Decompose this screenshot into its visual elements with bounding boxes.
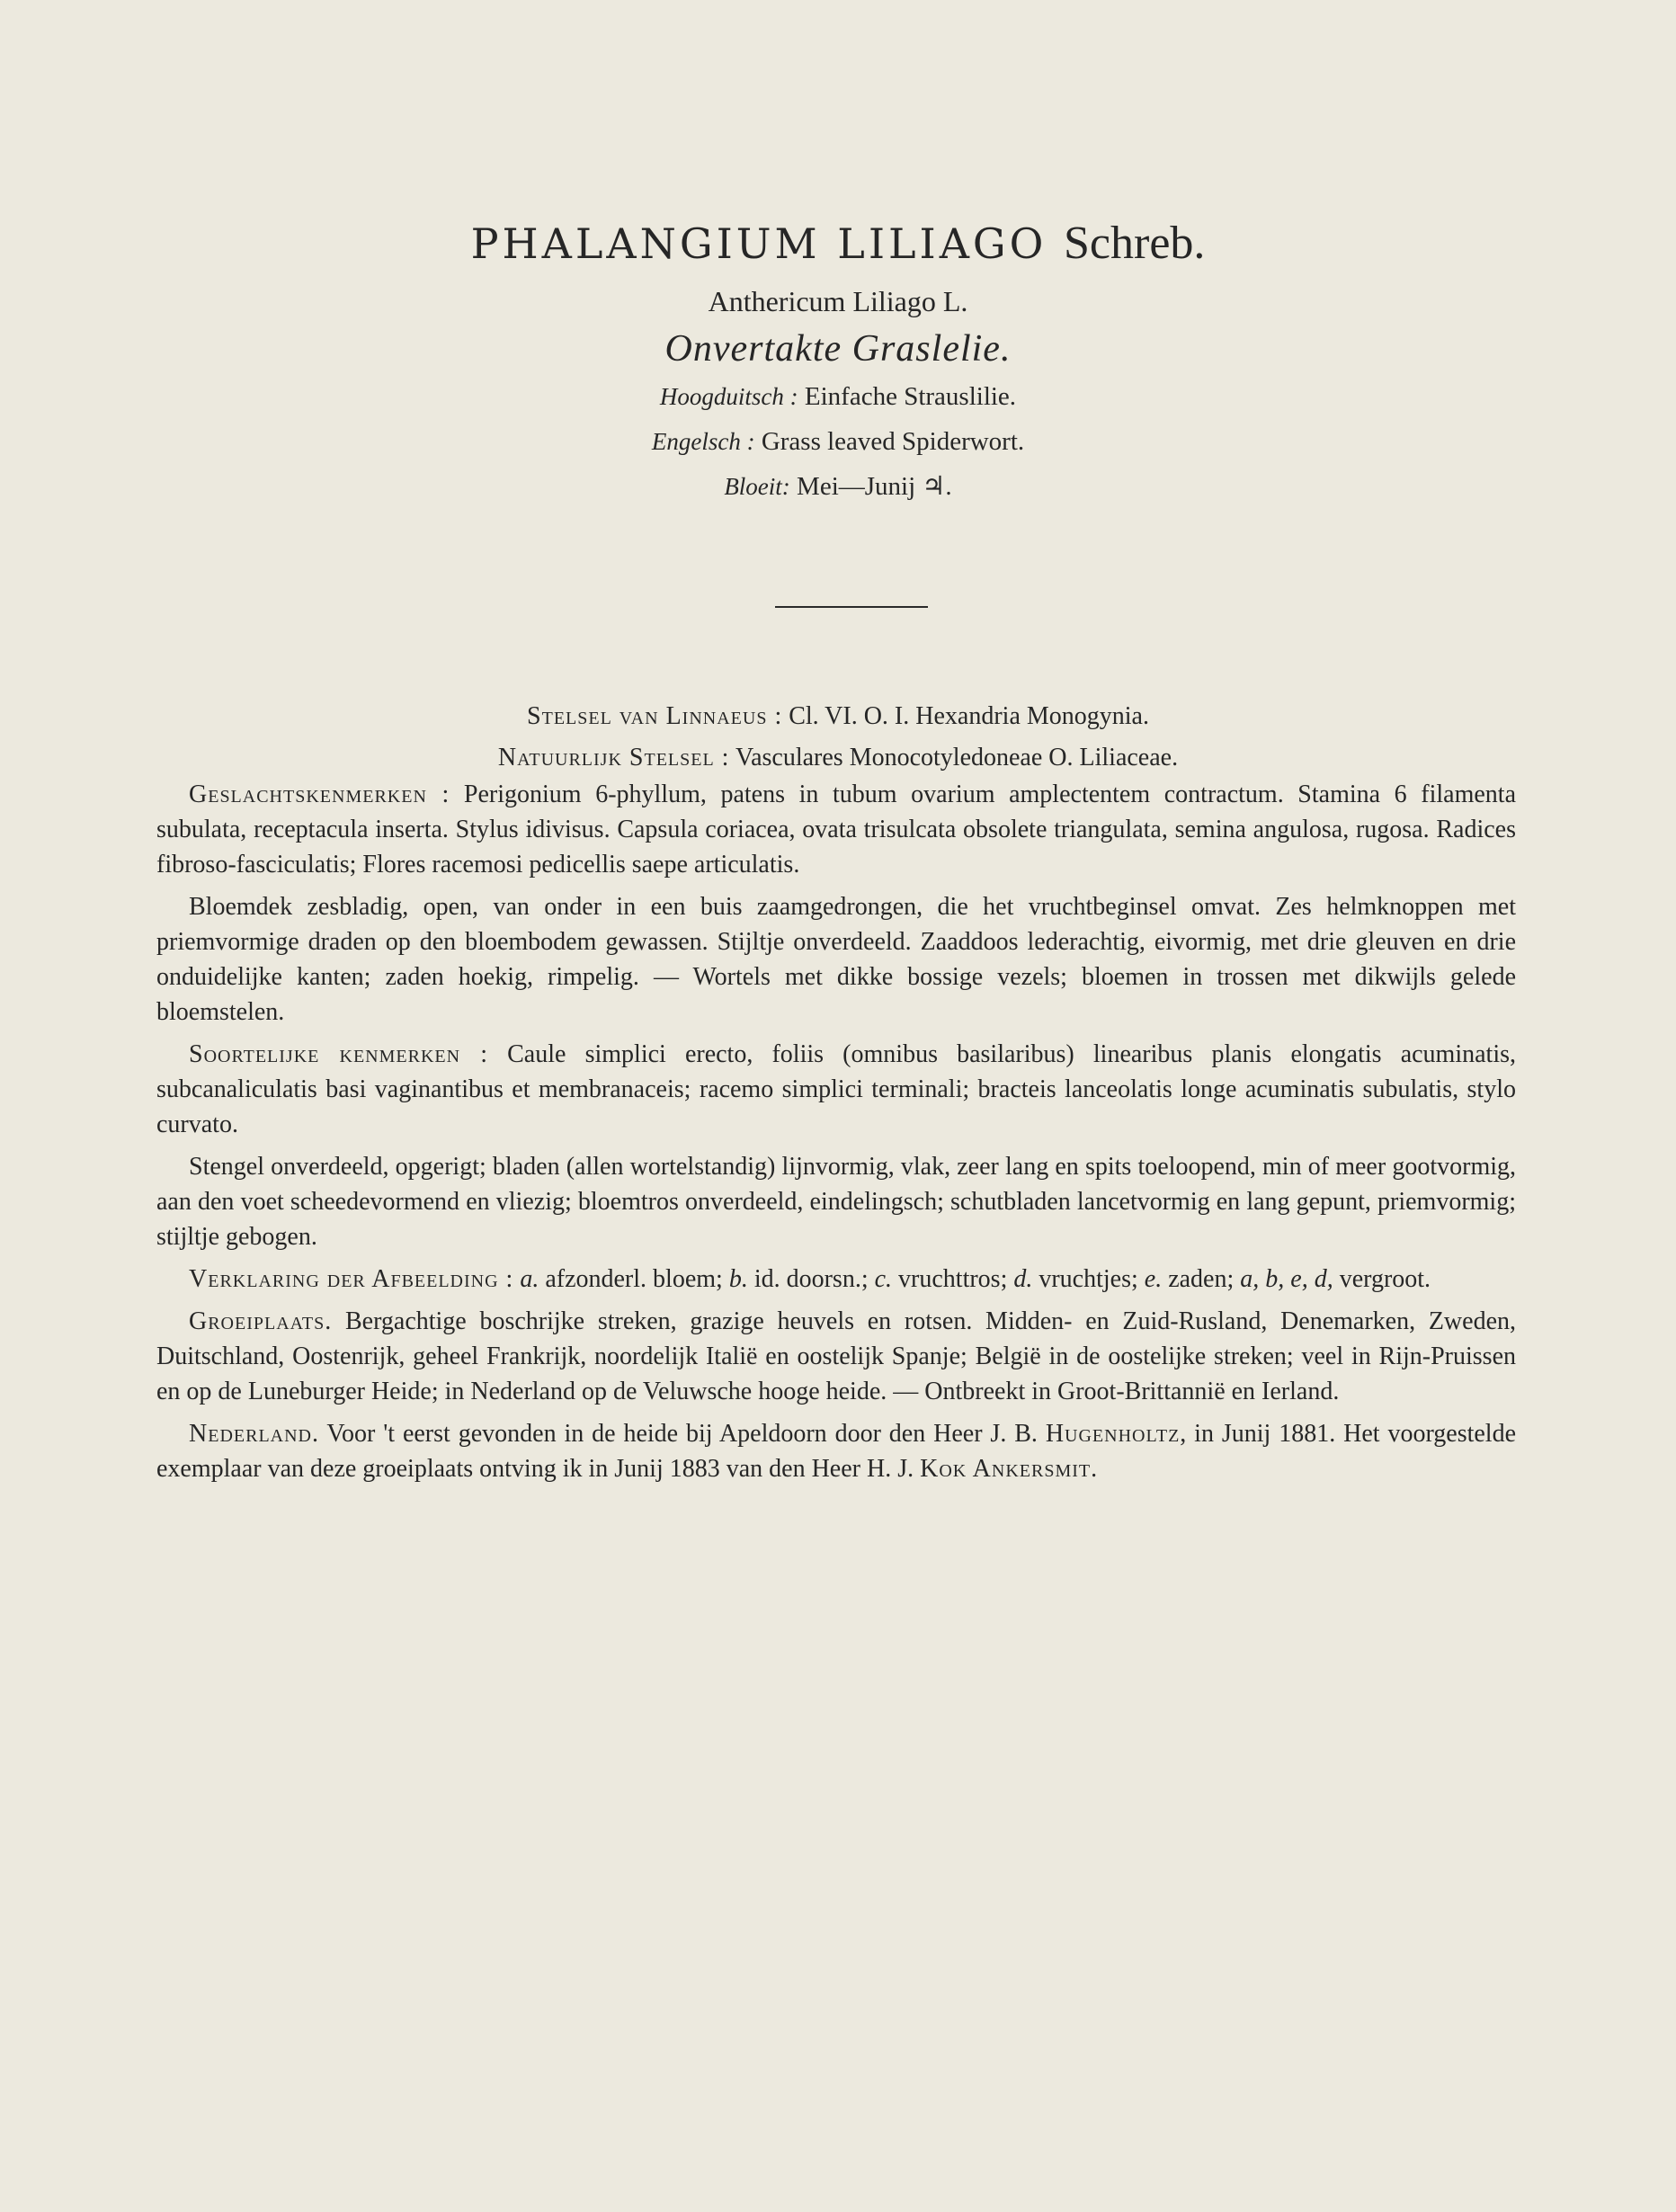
genus-latin-text: Perigonium 6-phyllum, patens in tubum ovarium amplectentem contractum. Stamina 6 filamenta subulata, receptacula inserta. Stylus idivisus. Capsula coriacea, ovata trisulcata obsolete triangulata, semina angulosa, rugosa. Radices fibroso-fasciculatis; Flores racemosi pedicellis saepe articulatis. bbox=[156, 780, 1517, 879]
habitat-label: Groeiplaats. bbox=[189, 1307, 333, 1335]
natural-system-line bbox=[0, 737, 1676, 779]
german-value: Einfache Strauslilie. bbox=[804, 382, 1017, 411]
header-block bbox=[0, 216, 1676, 509]
figure-enlarged-letters: a, b, e, d, bbox=[1240, 1265, 1333, 1293]
bloom-label: Bloeit: bbox=[724, 473, 790, 500]
netherlands-text-1: Voor 't eerst gevonden in de heide bij Apeldoorn door den Heer J. B. bbox=[326, 1420, 1038, 1448]
natural-system-value: Vasculares Monocotyledoneae O. Liliaceae. bbox=[735, 744, 1179, 772]
english-name-line bbox=[0, 419, 1676, 464]
linnaeus-label: Stelsel van Linnaeus : bbox=[527, 702, 783, 730]
habitat-paragraph bbox=[156, 1304, 1516, 1409]
species-dutch-paragraph: Stengel onverdeeld, opgerigt; bladen (allen wortelstandig) lijnvormig, vlak, zeer lang en spits toeloopend, min of meer gootvormig, aan den voet scheedevormend en vliezig; bloemtros onverdeeld, eindelingsch; schutbladen lancetvormig en lang gepunt, priemvormig; stijltje gebogen. bbox=[156, 1153, 1516, 1251]
linnaeus-line bbox=[0, 696, 1676, 737]
netherlands-text-2: , in Junij 1881. Het voorgestelde exemplaar van deze groeiplaats ontving ik in Junij 1883 van den Heer H. J. bbox=[156, 1420, 1517, 1483]
figure-text-b: id. doorsn.; bbox=[753, 1265, 869, 1293]
figure-letter-c: c. bbox=[874, 1265, 893, 1293]
natural-system-label: Natuurlijk Stelsel : bbox=[497, 744, 730, 772]
figure-text-c: vruchttros; bbox=[898, 1265, 1008, 1293]
description-body bbox=[156, 777, 1516, 1494]
figure-text-e: zaden; bbox=[1168, 1265, 1235, 1293]
species-latin-paragraph bbox=[156, 1037, 1516, 1142]
species-label: Soortelijke kenmerken : bbox=[189, 1040, 488, 1068]
species-latin-text: Caule simplici erecto, foliis (omnibus basilaribus) linearibus planis elongatis acuminatis, subcanaliculatis basi vaginantibus et membranaceis; racemo simplici terminali; bracteis lanceolatis longe acuminatis subulatis, stylo curvato. bbox=[156, 1040, 1516, 1138]
figure-letter-b: b. bbox=[728, 1265, 748, 1293]
english-value: Grass leaved Spiderwort. bbox=[761, 427, 1025, 456]
german-label: Hoogduitsch : bbox=[659, 383, 798, 410]
species-title bbox=[0, 216, 1676, 272]
finder-name: Hugenholtz bbox=[1045, 1420, 1181, 1448]
species-author: Schreb. bbox=[1064, 218, 1206, 269]
classification-block bbox=[0, 696, 1676, 779]
figure-letter-a: a. bbox=[520, 1265, 539, 1293]
figure-letter-d: d. bbox=[1013, 1265, 1033, 1293]
bloom-value: Mei—Junij ♃. bbox=[797, 472, 952, 501]
figure-enlarged-text: vergroot. bbox=[1339, 1265, 1431, 1293]
species-name: PHALANGIUM LILIAGO bbox=[470, 219, 1048, 268]
figure-text-d: vruchtjes; bbox=[1039, 1265, 1138, 1293]
german-name-line bbox=[0, 374, 1676, 419]
habitat-text: Bergachtige boschrijke streken, grazige heuvels en rotsen. Midden- en Zuid-Rusland, Denemarken, Zweden, Duitschland, Oostenrijk, geheel Frankrijk, noordelijk Italië en oostelijk Spanje; België in de oostelijke streken; veel in Rijn-Pruissen en op de Luneburger Heide; in Nederland op de Veluwsche hooge heide. — Ontbreekt in Groot-Brittannië en Ierland. bbox=[156, 1307, 1517, 1405]
figure-legend-paragraph bbox=[156, 1262, 1516, 1297]
english-label: Engelsch : bbox=[651, 428, 755, 455]
synonym-line: Anthericum Liliago L. bbox=[708, 285, 968, 317]
genus-latin-paragraph bbox=[156, 777, 1516, 882]
figure-text-a: afzonderl. bloem; bbox=[545, 1265, 723, 1293]
figure-letter-e: e. bbox=[1144, 1265, 1163, 1293]
donor-name: Kok Ankersmit. bbox=[920, 1455, 1099, 1483]
netherlands-label: Nederland. bbox=[189, 1420, 319, 1448]
dutch-name: Onvertakte Graslelie. bbox=[664, 328, 1012, 370]
genus-dutch-paragraph: Bloemdek zesbladig, open, van onder in een buis zaamgedrongen, die het vruchtbeginsel omvat. Zes helmknoppen met priemvormige draden op den bloembodem gewassen. Stijltje onverdeeld. Zaaddoos lederachtig, eivormig, met drie gleuven en drie onduidelijke kanten; zaden hoekig, rimpelig. — Wortels met dikke bossige vezels; bloemen in trossen met dikwijls gelede bloemstelen. bbox=[156, 893, 1516, 1026]
netherlands-paragraph bbox=[156, 1416, 1516, 1486]
bloom-line bbox=[0, 464, 1676, 509]
linnaeus-value: Cl. VI. O. I. Hexandria Monogynia. bbox=[789, 702, 1149, 730]
divider-rule bbox=[775, 606, 928, 608]
genus-label: Geslachtskenmerken : bbox=[189, 780, 450, 808]
figure-label: Verklaring der Afbeelding : bbox=[189, 1265, 514, 1293]
